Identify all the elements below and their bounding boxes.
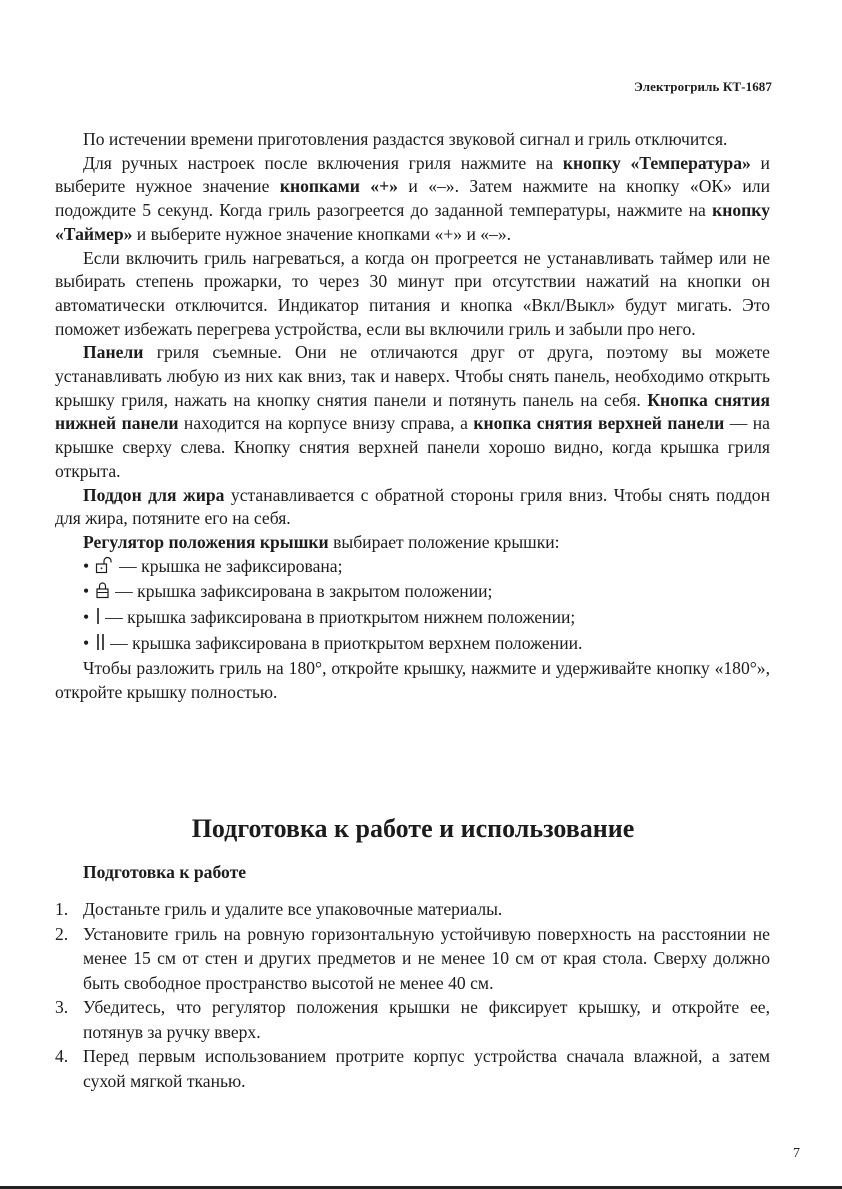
text-run: — на крышке сверху слева. Кнопку снятия верхней панели хорошо видно, когда крышка гриля открыта. [55,413,770,481]
step-number: 3. [55,997,69,1017]
page-number: 7 [793,1146,800,1161]
bullet-dot: • [83,607,90,628]
term-lower-panel-button: Кнопка снятия нижней панели [55,389,770,434]
list-item [55,606,770,632]
text-run: Для ручных настроек после включения гриля нажмите на [83,152,563,173]
list-item-text: — крышка зафиксирована в приоткрытом верхнем положении. [110,632,583,653]
section-title: Подготовка к работе и использование [191,814,635,843]
running-header: Электрогриль КТ-1687 [634,79,772,94]
step-item [55,1044,770,1093]
lid-positions-list [55,555,770,658]
paragraph-manual-settings [55,152,770,247]
term-timer-button: кнопку «Таймер» [55,200,770,244]
paragraph-lid-regulator [55,531,770,555]
locked-icon [95,581,111,606]
step-item [55,922,770,996]
term-upper-panel-button: кнопка снятия верхней панели [473,413,725,434]
text-run: и выберите нужное значение [55,152,770,197]
list-item [55,632,770,658]
step-number: 4. [55,1046,69,1066]
unlocked-icon [95,556,115,581]
step-number: 1. [55,899,69,919]
step-text: Убедитесь, что регулятор положения крышки не фиксирует крышку, и откройте ее, потянув за ручку вверх. [83,997,770,1042]
list-item-text: — крышка зафиксирована в приоткрытом нижнем положении; [105,607,576,628]
bullet-dot: • [83,581,90,602]
text-run: находится на корпусе внизу справа, а [178,413,474,434]
list-item-text: — крышка зафиксирована в закрытом положении; [115,581,493,602]
paragraph-unfold-180: Чтобы разложить гриль на 180°, откройте крышку, нажмите и удерживайте кнопку «180°», откройте крышку полностью. [55,658,770,703]
paragraph-auto-off: Если включить гриль нагреваться, а когда он прогреется не устанавливать таймер или не выбирать степень прожарки, то через 30 минут при отсутствии нажатий на кнопки он автоматически отключится. Индикатор питания и кнопка «Вкл/Выкл» будут мигать. Это поможет избежать перегрева устройства, если вы включили гриль и забыли про него. [55,247,770,339]
term-plus-buttons: кнопками «+» [279,176,398,197]
list-item [55,580,770,606]
list-item-text: — крышка не зафиксирована; [119,555,343,576]
term-temperature-button: кнопку «Температура» [562,152,751,173]
double-bar-icon [95,633,106,658]
step-text: Установите гриль на ровную горизонтальную устойчивую поверхность на расстоянии не менее 15 см от стен и других предметов и не менее 10 см от края стола. Сверху должно быть свободное пространство высотой не менее 40 см. [83,923,770,993]
paragraph-panels [55,341,770,483]
text-run: выбирает положение крышки: [328,531,560,552]
list-item [55,555,770,581]
preparation-steps [55,897,770,1093]
text-run: и выберите нужное значение кнопками «+» и «–». [132,223,512,244]
step-item [55,897,770,922]
single-bar-icon [95,607,101,632]
bullet-dot: • [83,632,90,653]
step-text: Достаньте гриль и удалите все упаковочные материалы. [83,899,503,919]
bullet-dot: • [83,555,90,576]
text-run: устанавливается с обратной стороны гриля вниз. Чтобы снять поддон для жира, потяните его на себя. [55,484,770,529]
body-text [55,128,770,705]
text-run: и «–». Затем нажмите на кнопку «ОК» или подождите 5 секунд. Когда гриль разогреется до заданной температуры, нажмите на [55,176,771,221]
step-text: Перед первым использованием протрите корпус устройства сначала влажной, а затем сухой мягкой тканью. [83,1046,770,1091]
paragraph-timer-end: По истечении времени приготовления раздастся звуковой сигнал и гриль отключится. [83,129,728,149]
paragraph-drip-tray [55,484,770,531]
subsection-title: Подготовка к работе [83,862,247,882]
step-item [55,995,770,1044]
step-number: 2. [55,923,69,944]
term-panels: Панели [83,342,144,363]
term-drip-tray: Поддон для жира [83,484,225,505]
term-lid-regulator: Регулятор положения крышки [83,531,329,552]
text-run: гриля съемные. Они не отличаются друг от друга, поэтому вы можете устанавливать любую из них как вниз, так и наверх. Чтобы снять панель, необходимо открыть крышку гриля, нажать на кнопку снятия панели и потянуть панель на себя. [55,342,770,410]
